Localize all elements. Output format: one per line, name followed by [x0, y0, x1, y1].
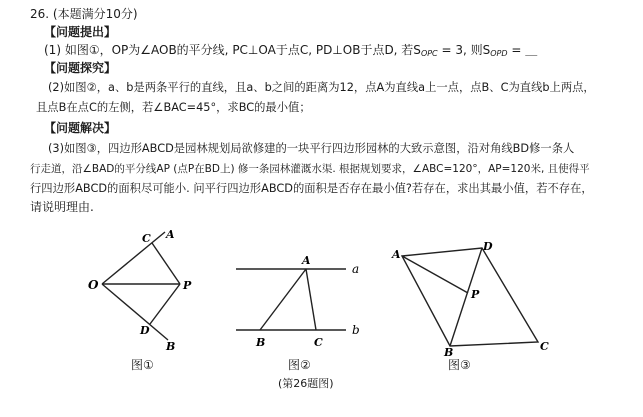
fig1-label-a: A [166, 228, 175, 241]
figure-1 [80, 222, 210, 352]
fig3-label-a: A [392, 248, 401, 261]
fig3-parallelogram-abcd [402, 248, 538, 346]
question-1 [44, 42, 537, 62]
fig2-segment-ac [306, 269, 316, 330]
fig3-label-c: C [540, 340, 549, 353]
fig1-ray-oa [102, 232, 165, 284]
fig3-label-b: B [444, 346, 454, 358]
question-3-line-4: 请说明理由. [30, 200, 94, 214]
fig1-segment-pd [150, 284, 180, 324]
question-3-line-1: (3)如图③，四边形ABCD是园林规划局欲修建的一块平行四边形园林的大致示意图，沿对角线BD修一条人 [48, 142, 575, 155]
fig1-label-c: C [142, 232, 151, 245]
question-1-sub-opd: OPD [490, 49, 508, 58]
fig1-ray-ob [102, 284, 168, 340]
fig2-segment-ab [260, 269, 306, 330]
fig3-label-p: P [471, 288, 480, 301]
section-title-solve: 【问题解决】 [44, 121, 117, 135]
figure-2-caption: 图② [288, 358, 311, 372]
figure-1-caption: 图① [131, 358, 154, 372]
figures-group-caption: (第26题图) [278, 377, 334, 390]
question-2-line-2: 且点B在点C的左侧，若∠BAC=45°，求BC的最小值； [36, 101, 311, 114]
problem-header: 26. (本题满分10分) [30, 7, 138, 21]
figure-3-caption: 图③ [448, 358, 471, 372]
question-2-line-1: (2)如图②，a、b是两条平行的直线，且a、b之间的距离为12，点A为直线a上一点，点B、C为直线b上两点， [48, 81, 595, 94]
fig3-label-d: D [483, 240, 493, 253]
question-1-mid: = 3, 则S [437, 43, 491, 57]
fig2-label-line-b: b [352, 323, 360, 337]
question-1-pre: (1) 如图①，OP为∠AOB的平分线, PC⊥OA于点C, PD⊥OB于点D, 若S [44, 43, 421, 57]
fig2-label-c-point: C [314, 336, 323, 349]
fig2-label-line-a: a [352, 262, 360, 276]
section-title-propose: 【问题提出】 [44, 25, 117, 39]
section-title-explore: 【问题探究】 [44, 61, 117, 75]
figure-2 [234, 252, 374, 352]
fig1-label-o: O [88, 278, 99, 292]
fig2-label-b-point: B [256, 336, 266, 349]
figure-3 [390, 238, 560, 358]
question-1-post: = ＿ [507, 43, 538, 57]
fig1-label-d: D [140, 324, 150, 337]
fig1-label-p: P [183, 279, 192, 292]
fig1-segment-pc [152, 243, 180, 284]
fig1-label-b: B [166, 340, 176, 352]
question-3-line-3: 行四边形ABCD的面积尽可能小. 问平行四边形ABCD的面积是否存在最小值?若存在，求出其最小值，若不存在， [30, 182, 593, 195]
question-3-line-2: 行走道，沿∠BAD的平分线AP (点P在BD上) 修一条园林灌溉水渠. 根据规划要求，∠ABC=120°，AP=120米, 且使得平 [30, 163, 590, 175]
question-1-sub-opc: OPC [420, 49, 438, 58]
fig2-label-a-point: A [302, 254, 311, 267]
